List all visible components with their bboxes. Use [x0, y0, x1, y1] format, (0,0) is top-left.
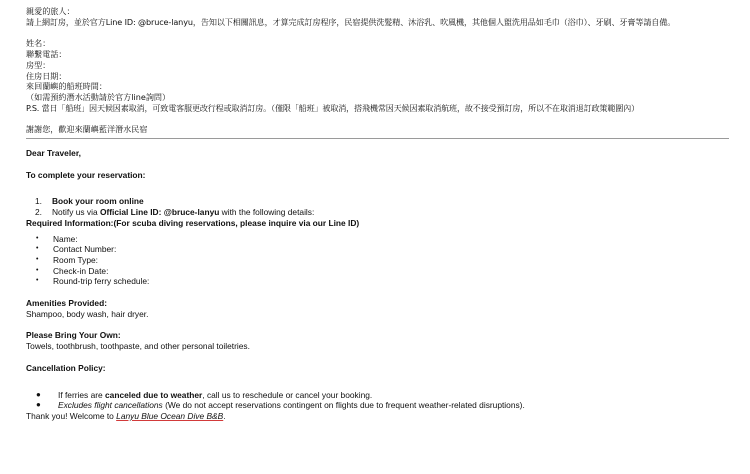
zh-field-date: 住房日期：: [26, 70, 67, 81]
step-text-pre: Notify us via: [52, 207, 100, 218]
cancel-title: Cancellation Policy:: [26, 362, 106, 373]
step-text: Book your room online: [52, 196, 144, 207]
cancel-item: ● If ferries are canceled due to weather , call us to reschedule or cancel your booking.: [36, 389, 373, 400]
detail-item: • Contact Number:: [36, 244, 117, 255]
bullet-icon: •: [36, 277, 39, 285]
zh-field-ferry: 來回蘭嶼的船班時間：: [26, 81, 107, 92]
required-info: Required Information:(For scuba diving reservations, please inquire via our Line ID): [26, 217, 360, 228]
step-item: [26, 207, 724, 218]
step-text-rest: with the following details:: [219, 207, 315, 218]
signoff: Thank you! Welcome to Lanyu Blue Ocean Dive B&B.: [26, 410, 226, 421]
bnb-name: Lanyu Blue Ocean Dive B&B: [116, 410, 224, 421]
bullet-icon: ●: [36, 389, 41, 399]
amenities-text: Shampoo, body wash, hair dryer.: [26, 308, 149, 319]
zh-greeting: 親愛的旅人：: [26, 6, 75, 16]
amenities-title: Amenities Provided:: [26, 297, 107, 308]
zh-field-room: 房型：: [26, 59, 51, 70]
detail-item: • Round-trip ferry schedule:: [36, 276, 150, 287]
step-number: 1.: [35, 196, 42, 207]
zh-diving-note: （如需預約潛水活動請於官方line詢問）: [26, 91, 171, 102]
zh-ps: P.S. 當日「船班」因天候因素取消，可致電客服更改行程或取消訂房。（僅限「船班」被取消，搭飛機常因天候因素取消航班，故不接受預訂房，所以不在取消退訂政策範圍內）: [26, 102, 639, 113]
zh-field-phone: 聯繫電話：: [26, 49, 67, 60]
bullet-icon: •: [36, 266, 39, 274]
flight-exclusion: Excludes flight cancellations: [58, 400, 163, 411]
zh-thanks: 謝謝您，歡迎來蘭嶼藍洋潛水民宿: [26, 124, 148, 135]
line-id: Official Line ID: @bruce-lanyu: [99, 207, 220, 218]
bring-text: Towels, toothbrush, toothpaste, and other personal toiletries.: [26, 341, 250, 352]
zh-field-name: 姓名：: [26, 38, 51, 49]
detail-item: • Check-in Date:: [36, 265, 109, 276]
bullet-icon: •: [36, 255, 39, 263]
bring-title: Please Bring Your Own:: [26, 330, 121, 341]
en-heading: To complete your reservation:: [26, 169, 146, 180]
detail-item: • Room Type:: [36, 254, 98, 265]
en-salutation: Dear Traveler,: [26, 148, 81, 159]
zh-intro: 請上網訂房，並於官方Line ID: @bruce-lanyu，告知以下相關訊息，才算完成訂房程序，民宿提供洗髮精、沐浴乳、吹風機，其他個人盥洗用品如毛巾（浴巾）、牙刷、牙膏等請自備。: [26, 16, 676, 27]
cancel-item: ● Excludes flight cancellations (We do not accept reservations contingent on flights due to frequent weather-related disruptions).: [36, 400, 525, 411]
step-item: [26, 196, 724, 207]
bullet-icon: ●: [36, 400, 41, 410]
bullet-icon: •: [36, 245, 39, 253]
step-number: 2.: [35, 207, 42, 218]
canceled-weather: canceled due to weather: [105, 389, 203, 400]
detail-item: • Name:: [36, 233, 78, 244]
bullet-icon: •: [36, 234, 39, 242]
